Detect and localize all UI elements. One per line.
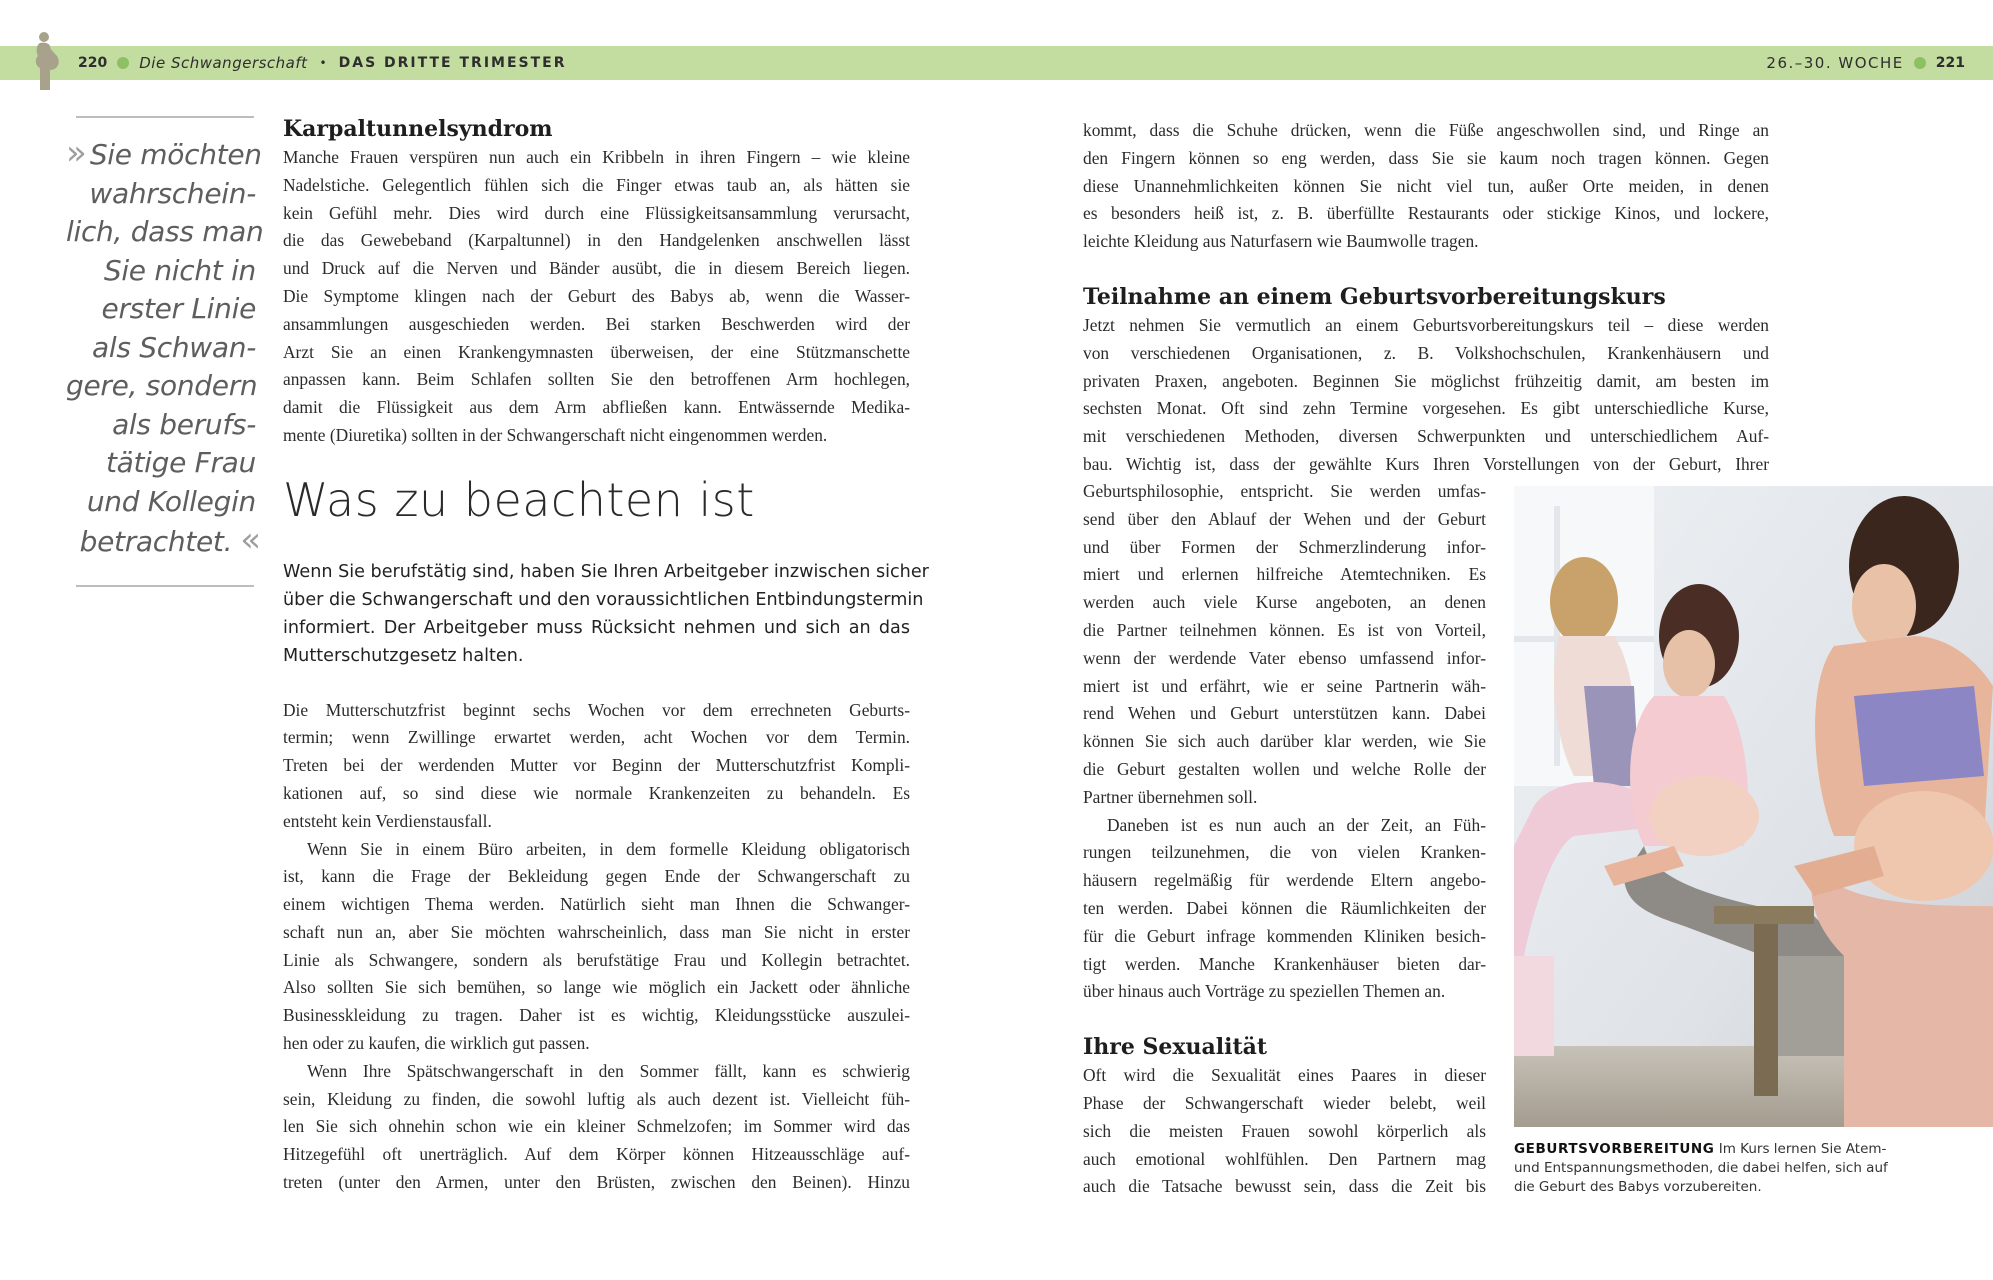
text-line: Wenn Ihre Spätschwangerschaft in den Sommer fällt, kann es schwierig — [307, 1060, 910, 1081]
text-line: Hitzegefühl oft unerträglich. Auf dem Körper können Hitzeausschläge auf- — [283, 1144, 910, 1165]
section-title: Die Schwangerschaft — [139, 54, 308, 72]
chapter-title: DAS DRITTE TRIMESTER — [338, 55, 567, 71]
text-line: entsteht kein Verdienstausfall. — [283, 810, 492, 831]
text-line: sich die meisten Frauen sowohl körperlich als — [1083, 1120, 1486, 1141]
pullquote-line: wahrschein- — [89, 176, 256, 210]
text-line: Daneben ist es nun auch an der Zeit, an Füh- — [1107, 814, 1486, 835]
text-line: Die Symptome klingen nach der Geburt des Babys ab, wenn die Wasser- — [283, 285, 910, 306]
text-line: treten (unter den Armen, unter den Brüsten, zwischen den Beinen). Hinzu — [283, 1172, 910, 1193]
text-line: kommt, dass die Schuhe drücken, wenn die Füße angeschwollen sind, und Ringe an — [1083, 120, 1769, 140]
text-line: die das Gewebeband (Karpaltunnel) in den Handgelenken anschwellen lässt — [283, 230, 910, 251]
text-line: wenn der werdende Vater ebenso umfassend infor- — [1083, 647, 1486, 668]
text-line: Geburtsphilosophie, entspricht. Sie werden umfas- — [1083, 481, 1486, 501]
text-line: hen oder zu kaufen, die wirklich gut passen. — [283, 1033, 590, 1054]
body-paragraphs — [283, 697, 910, 1197]
left-column — [283, 114, 929, 1197]
pullquote-line: gere, sondern — [66, 369, 258, 402]
text-line: auch emotional wohlfühlen. Den Partnern mag — [1083, 1148, 1486, 1169]
text-line: bau. Wichtig ist, dass der gewählte Kurs Ihren Vorstellungen von der Geburt, Ihrer — [1083, 453, 1769, 474]
text-line: mente (Diuretika) sollten in der Schwangerschaft nicht eingenommen werden. — [283, 424, 828, 445]
week-range: 26.–30. WOCHE — [1766, 54, 1904, 72]
text-line: und über Formen der Schmerzlinderung infor- — [1083, 536, 1486, 557]
header-dot-left — [117, 57, 129, 69]
caption-title: GEBURTSVORBEREITUNG — [1514, 1141, 1715, 1157]
text-line: Wenn Sie in einem Büro arbeiten, in dem formelle Kleidung obligatorisch — [307, 838, 910, 859]
text-line: Businesskleidung zu tragen. Daher ist es wichtig, Kleidungsstücke auszulei- — [283, 1005, 910, 1026]
text-line: es besonders heiß ist, z. B. überfüllte Restaurants oder stickige Kinos, und lockere, — [1083, 203, 1769, 224]
header-dot-right — [1914, 57, 1926, 69]
text-line: Partner übernehmen soll. — [1083, 786, 1258, 807]
text-line: von verschiedenen Organisationen, z. B. Volkshochschulen, Krankenhäusern und — [1083, 342, 1769, 363]
text-line: sein, Kleidung zu finden, die sowohl luftig als auch dezent ist. Vielleicht füh- — [283, 1088, 910, 1109]
caption-text: und Entspannungsmethoden, die dabei helfen, sich auf — [1514, 1160, 1888, 1176]
text-line: über hinaus auch Vorträge zu speziellen Themen an. — [1083, 981, 1446, 1002]
text-line: ansammlungen ausgeschieden werden. Bei starken Beschwerden wird der — [283, 313, 910, 334]
text-line: Linie als Schwangere, sondern als berufstätige Frau und Kollegin betrachtet. — [283, 949, 910, 970]
lead-line: über die Schwangerschaft und den voraussichtlichen Entbindungstermin — [283, 589, 924, 610]
text-line: häusern regelmäßig für werdende Eltern angebo- — [1083, 870, 1486, 891]
text-line: ten werden. Dabei können die Räumlichkeiten der — [1083, 897, 1486, 918]
karpal-paragraph — [283, 144, 910, 450]
pullquote-line: und Kollegin — [86, 484, 256, 518]
text-line: send über den Ablauf der Wehen und der Geburt — [1083, 508, 1486, 529]
pullquote-rule-top — [76, 116, 254, 118]
text-line: auch die Tatsache bewusst sein, dass die Zeit bis — [1083, 1176, 1486, 1197]
pregnant-woman-icon — [28, 30, 64, 92]
text-line: miert und erlernen hilfreiche Atemtechniken. Es — [1083, 564, 1486, 585]
photo-caption — [1514, 1140, 1904, 1197]
text-line: einem wichtigen Thema werden. Natürlich sieht man Ihnen die Schwanger- — [283, 894, 910, 915]
pullquote-line: Sie nicht in — [103, 253, 256, 287]
text-line: schaft nun an, aber Sie möchten wahrscheinlich, dass man Sie nicht in erster — [283, 921, 910, 942]
pullquote-line: lich, dass man — [66, 215, 264, 248]
heading-ihre-sexualitaet: Ihre Sexualität — [1083, 1034, 1268, 1061]
text-line: damit die Flüssigkeit aus dem Arm abfließen kann. Entwässernde Medika- — [283, 397, 910, 418]
lead-line: Wenn Sie berufstätig sind, haben Sie Ihren Arbeitgeber inzwischen sicher — [283, 561, 929, 582]
text-line: Treten bei der werdenden Mutter vor Beginn der Mutterschutzfrist Kompli- — [283, 755, 910, 776]
text-line: Die Mutterschutzfrist beginnt sechs Wochen vor dem errechneten Geburts- — [283, 699, 910, 720]
lead-line: informiert. Der Arbeitgeber muss Rücksicht nehmen und sich an das — [283, 618, 910, 639]
text-line: Manche Frauen verspüren nun auch ein Kribbeln in ihren Fingern – wie kleine — [283, 147, 910, 167]
lead-line: Mutterschutzgesetz halten. — [283, 646, 524, 667]
heading-karpaltunnelsyndrom: Karpaltunnelsyndrom — [283, 116, 553, 142]
text-line: sechsten Monat. Oft sind zehn Termine vorgesehen. Es gibt unterschiedliche Kurse, — [1083, 398, 1769, 419]
text-line: anpassen kann. Beim Schlafen sollten Sie den betroffenen Arm hochlegen, — [283, 369, 910, 390]
text-line: privaten Praxen, angeboten. Beginnen Sie möglichst frühzeitig damit, am besten im — [1083, 370, 1769, 391]
text-line: Oft wird die Sexualität eines Paares in dieser — [1083, 1065, 1486, 1086]
pullquote-rule-bottom — [76, 585, 254, 587]
text-line: rend Wehen und Geburt unterstützen kann. Dabei — [1083, 703, 1486, 724]
pullquote-line: erster Linie — [101, 292, 256, 325]
text-line: können Sie sich auch darüber klar werden, wie Sie — [1083, 731, 1486, 752]
text-line: den Fingern können so eng werden, dass Sie sie kaum noch tragen können. Gegen — [1083, 147, 1769, 168]
heading-was-zu-beachten: Was zu beachten ist — [283, 472, 755, 527]
text-line: kationen auf, so sind diese wie normale Krankenzeiten zu behandeln. Es — [283, 782, 910, 803]
left-page-number: 220 — [78, 55, 108, 71]
right-page-number: 221 — [1935, 55, 1965, 71]
caption-text: Im Kurs lernen Sie Atem- — [1714, 1141, 1887, 1157]
text-line: und Druck auf die Nerven und Bänder ausübt, die in diesem Bereich liegen. — [283, 258, 910, 279]
text-line: für die Geburt infrage kommenden Kliniken besich- — [1083, 925, 1486, 946]
text-line: Phase der Schwangerschaft wieder belebt, weil — [1083, 1092, 1486, 1113]
header-right — [1766, 46, 1965, 80]
pullquote-line: Sie möchten — [89, 138, 262, 171]
text-line: mit verschiedenen Methoden, diversen Schwerpunkten und unterschiedlichem Auf- — [1083, 426, 1769, 447]
pullquote-line: als berufs- — [112, 407, 256, 441]
text-line: miert ist und erfährt, wie er seine Partnerin wäh- — [1083, 675, 1486, 696]
header-bullet: • — [319, 56, 327, 70]
text-line: Nadelstiche. Gelegentlich fühlen sich die Finger etwas taub an, als hätten sie — [283, 174, 910, 195]
text-line: leichte Kleidung aus Naturfasern wie Baumwolle tragen. — [1083, 231, 1479, 252]
text-line: len Sie sich ohnehin schon wie ein kleiner Schmelzofen; im Sommer wird das — [283, 1116, 910, 1137]
text-line: Also sollten Sie sich bemühen, so lange wie möglich ein Jackett oder ähnliche — [283, 977, 910, 998]
pullquote-line: betrachtet. — [79, 525, 233, 558]
text-line: rungen teilzunehmen, die von vielen Kranken- — [1083, 842, 1486, 863]
pullquote-line: tätige Frau — [105, 446, 256, 479]
right-column-wide — [1083, 117, 1769, 479]
running-header-band — [0, 46, 1993, 80]
text-line: termin; wenn Zwillinge erwartet werden, acht Wochen vor dem Termin. — [283, 727, 910, 748]
header-left — [78, 46, 567, 80]
text-line: tigt werden. Manche Krankenhäuser bieten dar- — [1083, 953, 1486, 974]
photo-illustration — [1514, 486, 1993, 1127]
quote-open-mark: » — [66, 133, 82, 173]
lead-paragraph — [283, 558, 929, 671]
text-line: die Partner teilnehmen können. Es ist von Vorteil, — [1083, 619, 1486, 640]
text-line: Arzt Sie an einen Krankengymnasten überweisen, der eine Stützmanschette — [283, 341, 910, 362]
text-line: kein Gefühl mehr. Dies wird durch eine Flüssigkeitsansammlung verursacht, — [283, 202, 910, 223]
text-line: ist, kann die Frage der Bekleidung gegen Ende der Schwangerschaft zu — [283, 866, 910, 887]
text-line: die Geburt gestalten wollen und welche Rolle der — [1083, 758, 1486, 779]
caption-text: die Geburt des Babys vorzubereiten. — [1514, 1179, 1762, 1195]
text-line: werden auch viele Kurse angeboten, an denen — [1083, 592, 1486, 613]
right-column-narrow — [1083, 478, 1486, 1201]
pullquote-line: als Schwan- — [92, 330, 256, 364]
pullquote — [66, 133, 264, 562]
quote-close-mark: « — [240, 520, 256, 560]
photo-pregnant-women-class — [1514, 486, 1993, 1127]
text-line: Jetzt nehmen Sie vermutlich an einem Geburtsvorbereitungskurs teil – diese werden — [1083, 314, 1769, 335]
text-line: diese Unannehmlichkeiten können Sie nicht viel tun, außer Orte meiden, in denen — [1083, 175, 1769, 196]
heading-geburtsvorbereitungskurs: Teilnahme an einem Geburtsvorbereitungskurs — [1083, 283, 1666, 310]
